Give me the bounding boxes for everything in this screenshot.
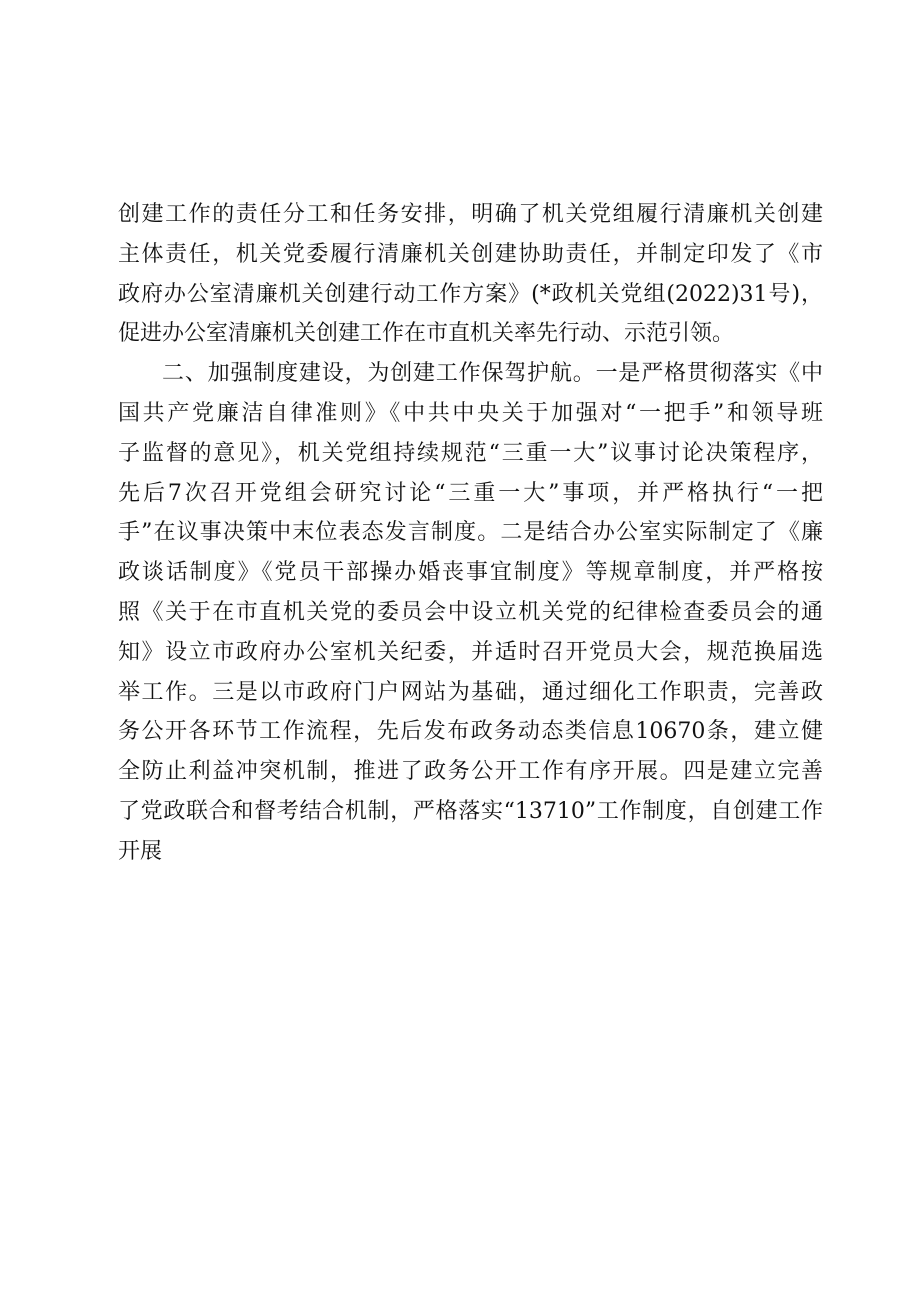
text-line: 全防止利益冲突机制，推进了政务公开工作有序开展。四是建立完善 bbox=[118, 759, 823, 785]
text-line: 知》设立市政府办公室机关纪委，并适时召开党员大会，规范换届选 bbox=[118, 639, 823, 665]
text-line: 促进办公室清廉机关创建工作在市直机关率先行动、示范引领。 bbox=[118, 321, 735, 347]
paragraph-2 bbox=[118, 354, 823, 871]
text-line: 政府办公室清廉机关创建行动工作方案》(*政机关党组(2022)31号)， bbox=[118, 281, 823, 307]
text-line: 主体责任，机关党委履行清廉机关创建协助责任，并制定印发了《市 bbox=[118, 241, 823, 267]
paragraph-1 bbox=[118, 195, 823, 354]
text-line: 政谈话制度》《党员干部操办婚丧事宜制度》等规章制度，并严格按 bbox=[118, 560, 823, 586]
document-body bbox=[118, 195, 823, 872]
text-line: 国共产党廉洁自律准则》《中共中央关于加强对“一把手”和领导班 bbox=[118, 400, 823, 426]
text-line: 先后7次召开党组会研究讨论“三重一大”事项，并严格执行“一把 bbox=[118, 480, 823, 506]
text-line: 二、加强制度建设，为创建工作保驾护航。一是严格贯彻落实《中 bbox=[162, 361, 823, 387]
text-line: 子监督的意见》，机关党组持续规范“三重一大”议事讨论决策程序， bbox=[118, 440, 823, 466]
text-line: 照《关于在市直机关党的委员会中设立机关党的纪律检查委员会的通 bbox=[118, 599, 823, 625]
text-line: 创建工作的责任分工和任务安排，明确了机关党组履行清廉机关创建 bbox=[118, 202, 823, 227]
text-line: 开展 bbox=[118, 838, 163, 864]
text-line: 手”在议事决策中末位表态发言制度。二是结合办公室实际制定了《廉 bbox=[118, 520, 823, 546]
text-line: 举工作。三是以市政府门户网站为基础，通过细化工作职责，完善政 bbox=[118, 679, 823, 705]
text-line: 了党政联合和督考结合机制，严格落实“13710”工作制度，自创建工作 bbox=[118, 798, 823, 824]
text-line: 务公开各环节工作流程，先后发布政务动态类信息10670条，建立健 bbox=[118, 719, 823, 745]
